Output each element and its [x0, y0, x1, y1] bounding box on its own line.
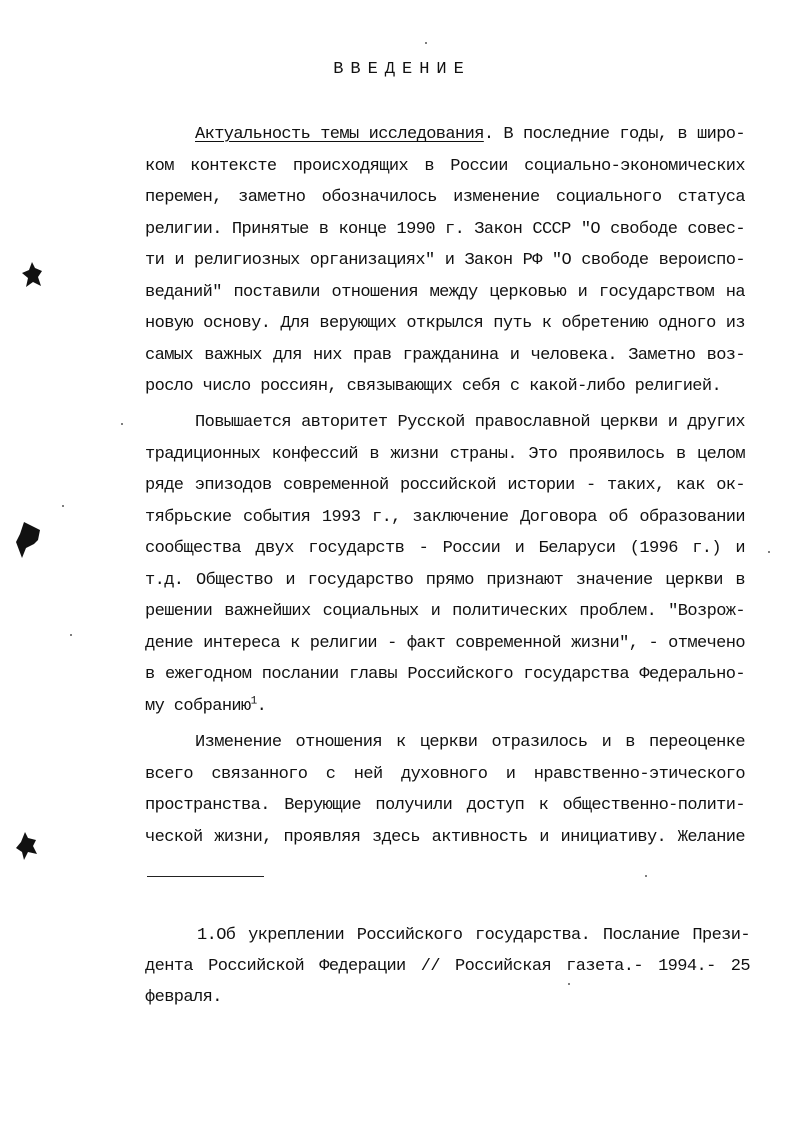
paragraph-1-line-text: . В последние годы, в широ- [483, 125, 745, 144]
paragraph-2 [145, 407, 745, 722]
paragraph-2-line [145, 691, 745, 723]
paragraph-3 [145, 727, 745, 853]
footnote-line: дента Российской Федерации // Российская газета.- 1994.- 25 [145, 957, 750, 976]
footnote [145, 920, 750, 1013]
paragraph-1-line: самых важных для них прав гражданина и человека. Заметно воз- [145, 345, 745, 365]
relevance-heading: Актуальность темы исследования [195, 125, 484, 144]
paragraph-2-line: сообщества двух государств - России и Беларуси (1996 г.) и [145, 539, 745, 558]
scan-speck [425, 42, 427, 44]
punch-blot-bottom [16, 832, 38, 860]
paragraph-1-line: ком контексте происходящих в России социально-экономических [145, 156, 745, 176]
paragraph-2-line: традиционных конфессий в жизни страны. Это проявилось в целом [145, 444, 745, 464]
footnote-line: 1.Об укреплении Российского государства. Послание Прези- [197, 926, 750, 945]
paragraph-1-line [145, 119, 745, 151]
paragraph-1-line: ти и религиозных организациях" и Закон РФ "О свободе вероиспо- [145, 251, 745, 270]
paragraph-2-last-text: му собранию [145, 696, 251, 716]
paragraph-1 [145, 119, 745, 403]
scan-speck [62, 505, 64, 507]
scan-speck [768, 551, 770, 553]
paragraph-1-line: росло число россиян, связывающих себя с какой-либо религией. [145, 377, 722, 396]
scan-speck [568, 983, 570, 985]
paragraph-2-line: т.д. Общество и государство прямо признают значение церкви в [145, 570, 745, 590]
paragraph-3-line: всего связанного с ней духовного и нравственно-этического [145, 764, 745, 784]
footnote-separator [147, 876, 264, 877]
paragraph-1-line: религии. Принятые в конце 1990 г. Закон СССР "О свободе совес- [145, 219, 745, 239]
page-title: ВВЕДЕНИЕ [333, 60, 471, 79]
paragraph-2-line: Повышается авторитет Русской православной церкви и других [195, 413, 745, 432]
paragraph-3-line: Изменение отношения к церкви отразилось и в переоценке [195, 733, 745, 752]
paragraph-3-line: пространства. Верующие получили доступ к общественно-полити- [145, 796, 745, 815]
footnote-line: февраля. [145, 988, 222, 1007]
paragraph-2-end: . [256, 696, 267, 716]
paragraph-2-line: тябрьские события 1993 г., заключение Договора об образовании [145, 507, 745, 527]
punch-blot-top [22, 262, 44, 288]
scan-speck [645, 875, 647, 877]
scan-speck [70, 634, 72, 636]
footnote-reference: 1 [250, 694, 257, 707]
paragraph-2-line: решении важнейших социальных и политических проблем. "Возрож- [145, 602, 745, 621]
paragraph-2-line: ряде эпизодов современной российской истории - таких, как ок- [145, 476, 745, 495]
paragraph-2-line: дение интереса к религии - факт современной жизни", - отмечено [145, 633, 745, 653]
paragraph-1-line: новую основу. Для верующих открылся путь к обретению одного из [145, 314, 745, 333]
scan-speck [121, 423, 123, 425]
paragraph-1-line: веданий" поставили отношения между церковью и государством на [145, 282, 745, 302]
paragraph-2-line: в ежегодном послании главы Российского государства Федерально- [145, 665, 745, 684]
punch-blot-middle [16, 522, 42, 558]
paragraph-3-line: ческой жизни, проявляя здесь активность и инициативу. Желание [145, 827, 745, 847]
paragraph-1-line: перемен, заметно обозначилось изменение социального статуса [145, 188, 745, 207]
